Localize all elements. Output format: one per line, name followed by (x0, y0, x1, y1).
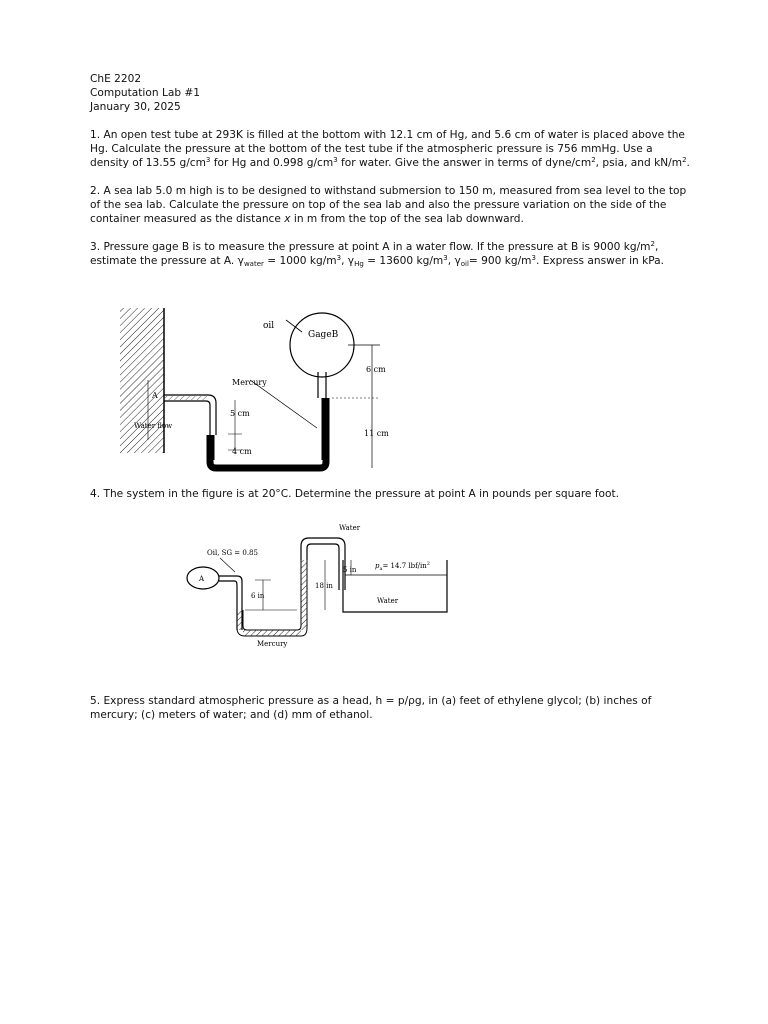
label-water-tank: Water (377, 597, 399, 605)
label-oil-sg: Oil, SG = 0.85 (207, 549, 258, 557)
dim-18in: 18 in (315, 582, 333, 590)
dim-4cm: 4 cm (232, 447, 252, 456)
question-5: 5. Express standard atmospheric pressure as a head, h = p/ρg, in (a) feet of ethylene glycol; (b) inches of mercury; (c) meters of water; and (d) mm of ethanol. (90, 695, 652, 721)
question-2: 2. A sea lab 5.0 m high is to be designed to withstand submersion to 150 m, measured from sea level to the top of the sea lab. Calculate the pressure on top of the sea lab and also the pressure variation on the side of the container measured as the distance x in m from the top of the sea lab downward. (90, 185, 687, 225)
label-point-a: A (152, 391, 158, 400)
question-3: 3. Pressure gage B is to measure the pressure at point A in a water flow. If the pressure at B is 9000 $kg/m^2$, estimate the pressure at A. $\gamma_{water} = 1000$ $kg/m^3$, $\gamma_{Hg} = 13600$ $kg/m^3$, $\gamma_{oil}= 900$ $kg/m^3$. Express answer in kPa. (90, 240, 664, 268)
date: January 30, 2025 (90, 101, 181, 113)
dim-6cm: 6 cm (366, 365, 386, 374)
wall-hatch (120, 308, 164, 453)
label-gage-b: GageB (308, 330, 339, 340)
question-1: 1. An open test tube at 293K is filled at the bottom with 12.1 cm of Hg, and 5.6 cm of water is placed above the Hg. Calculate the pressure at the bottom of the test tube if the atmospheric pressure is 756 mmHg. Use a density of 13.55 $g/cm^3$ for Hg and 0.998 $g/cm^3$ for water. Give the answer in terms of dyne/$cm^2$, psia, and $kN/m^2$. (90, 129, 690, 169)
dim-6in: 6 in (251, 592, 265, 600)
label-water-flow: Water flow (134, 422, 173, 430)
document-page (90, 72, 690, 268)
dim-5in: 5 in (343, 566, 357, 574)
question-4-block (90, 487, 690, 501)
label-pa: $p_a= 14.7$ lbf/$in^2$ (375, 561, 430, 572)
lab-title: Computation Lab #1 (90, 87, 201, 99)
gage-b-circle (290, 313, 354, 377)
dim-11cm: 11 cm (364, 429, 389, 438)
label-oil: oil (263, 321, 275, 331)
label-mercury: Mercury (232, 378, 267, 387)
question-4: 4. The system in the figure is at 20°C. Determine the pressure at point A in pounds per square foot. (90, 488, 620, 500)
course-code: ChE 2202 (90, 73, 142, 85)
label-mercury: Mercury (257, 640, 288, 648)
question-5-block (90, 694, 690, 722)
figure-question-3 (110, 300, 410, 480)
label-point-a: A (199, 575, 205, 583)
figure-question-4 (185, 520, 455, 660)
label-water-top: Water (339, 524, 361, 532)
dim-5cm: 5 cm (230, 409, 250, 418)
header-block (90, 72, 690, 114)
